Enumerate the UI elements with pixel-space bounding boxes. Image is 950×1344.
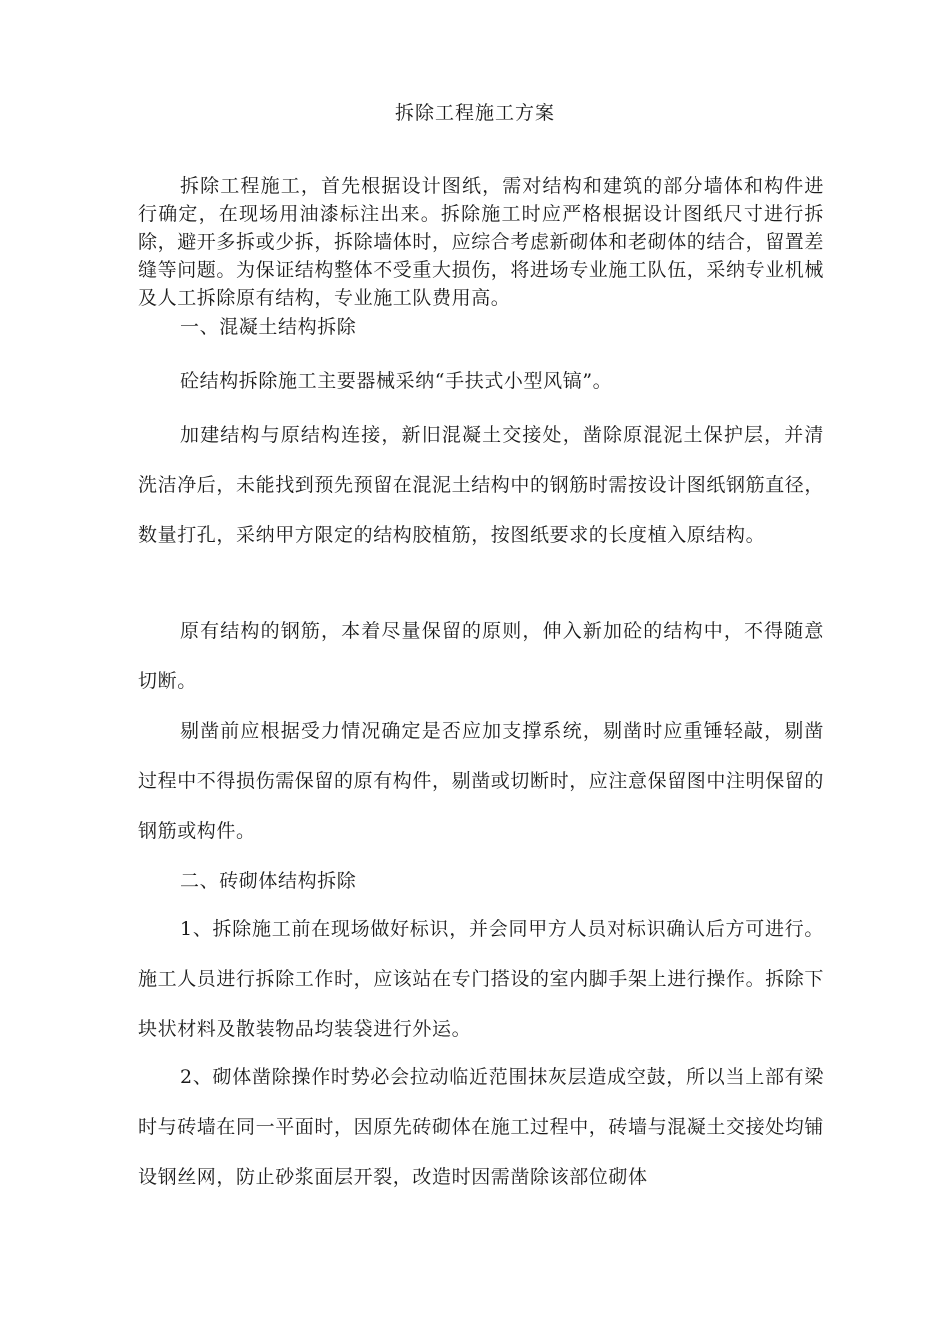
paragraph-masonry-step-1: 1、拆除施工前在现场做好标识，并会同甲方人员对标识确认后方可进行。施工人员进行拆除工作时，应该站在专门搭设的室内脚手架上进行操作。拆除下块状材料及散装物品均装袋进行外运。 [138, 918, 825, 1040]
paragraph-chiseling: 剔凿前应根据受力情况确定是否应加支撑系统，剔凿时应重锤轻敲，剔凿过程中不得损伤需保留的原有构件，剔凿或切断时，应注意保留图中注明保留的钢筋或构件。 [138, 720, 825, 842]
document-title: 拆除工程施工方案 [394, 102, 555, 124]
paragraph-intro: 拆除工程施工，首先根据设计图纸，需对结构和建筑的部分墙体和构件进行确定，在现场用油漆标注出来。拆除施工时应严格根据设计图纸尺寸进行拆除，避开多拆或少拆，拆除墙体时，应综合考虑新砌体和老砌体的结合，留置差缝等问题。为保证结构整体不受重大损伤，将进场专业施工队伍，采纳专业机械及人工拆除原有结构，专业施工队费用高。 [138, 175, 825, 309]
paragraph-masonry-step-2: 2、砌体凿除操作时势必会拉动临近范围抹灰层造成空鼓，所以当上部有梁时与砖墙在同一平面时，因原先砖砌体在施工过程中，砖墙与混凝土交接处均铺设钢丝网，防止砂浆面层开裂，改造时因需凿除该部位砌体 [138, 1066, 825, 1188]
section-heading-masonry: 二、砖砌体结构拆除 [180, 870, 357, 892]
paragraph-concrete-tools: 砼结构拆除施工主要器械采纳“手扶式小型风镐”。 [180, 370, 613, 392]
section-heading-concrete: 一、混凝土结构拆除 [180, 316, 357, 338]
paragraph-new-old-connection: 加建结构与原结构连接，新旧混凝土交接处，凿除原混泥土保护层，并清洗洁净后，未能找到预先预留在混泥土结构中的钢筋时需按设计图纸钢筋直径，数量打孔，采纳甲方限定的结构胶植筋，按图纸要求的长度植入原结构。 [138, 424, 825, 546]
paragraph-rebar-retention: 原有结构的钢筋，本着尽量保留的原则，伸入新加砼的结构中，不得随意切断。 [138, 620, 824, 692]
